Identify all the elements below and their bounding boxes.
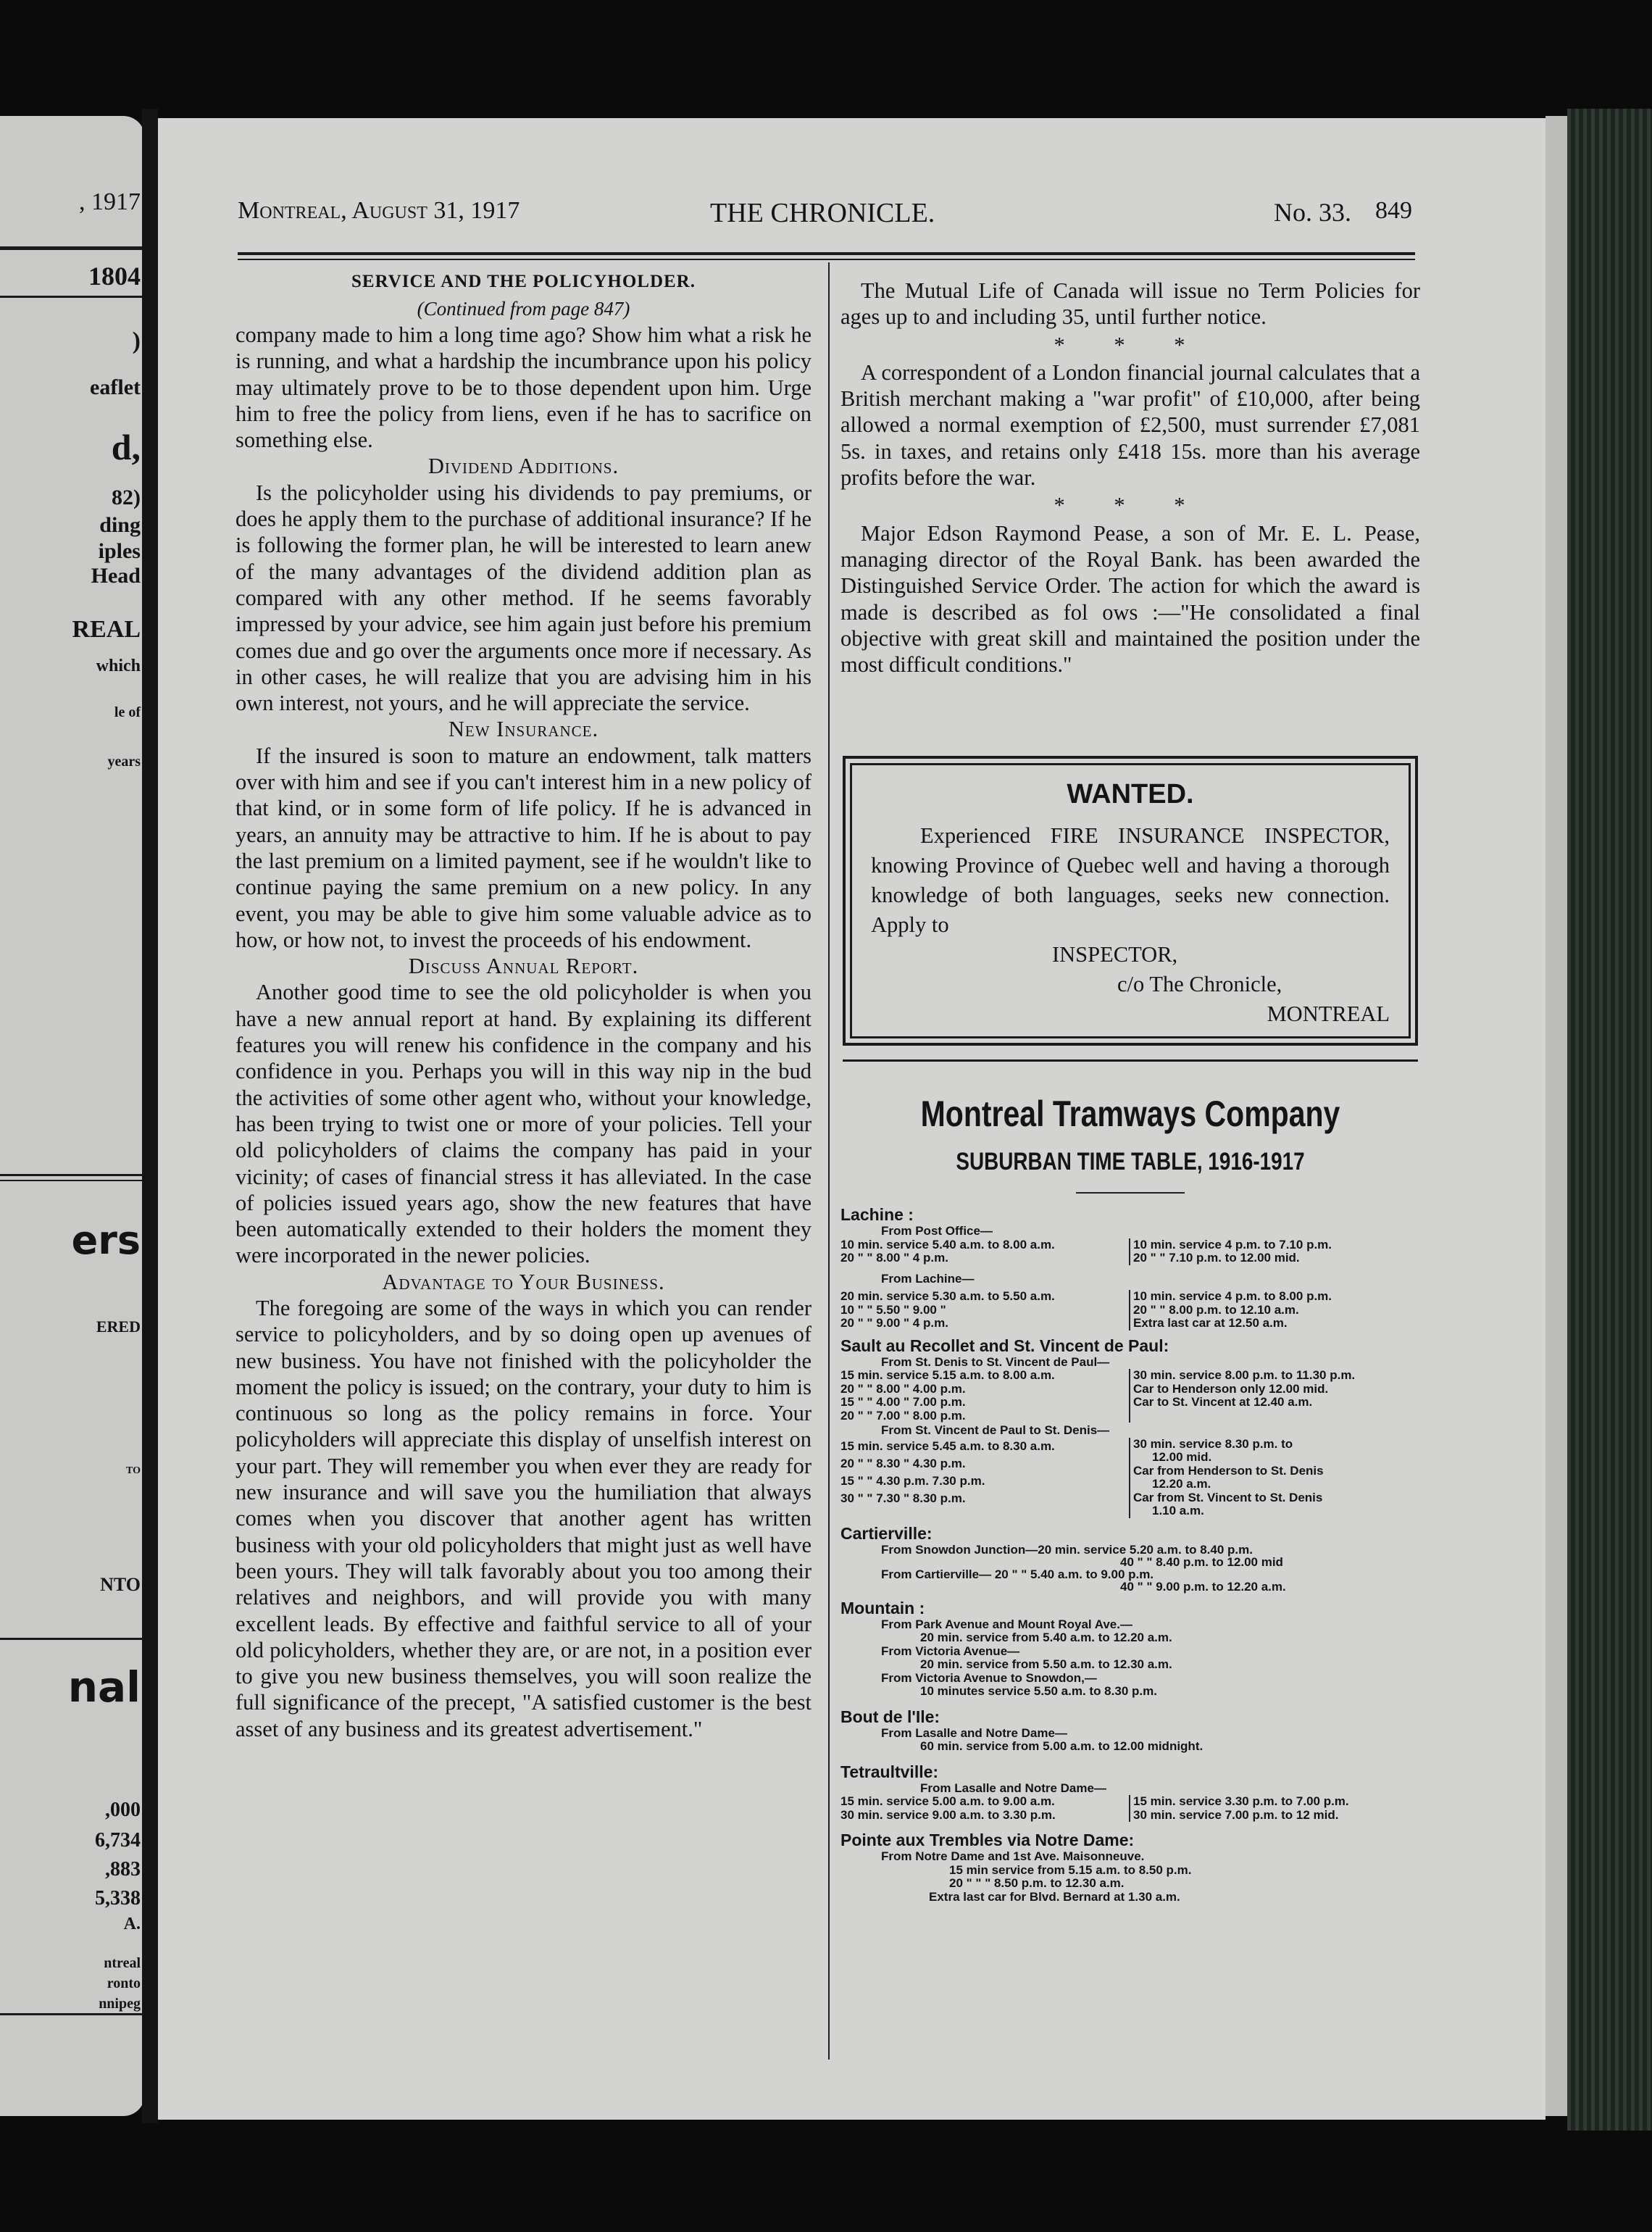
left-fragment: A.	[123, 1915, 141, 1933]
time-line: 20 " " 7.00 " 8.00 p.m.	[840, 1408, 966, 1423]
left-fragment: 6,734	[95, 1829, 141, 1852]
route-from: From Lasalle and Notre Dame—	[920, 1781, 1106, 1795]
wanted-city: MONTREAL	[1267, 1002, 1390, 1026]
header-issue: No. 33.	[1274, 198, 1351, 227]
wanted-care-of: c/o The Chronicle,	[1117, 972, 1282, 996]
time-line: 15 min. service 5.00 a.m. to 9.00 a.m.	[840, 1794, 1055, 1808]
left-fragment: 5,338	[95, 1887, 141, 1910]
timetable-block	[840, 1850, 1420, 1904]
route-name: Cartierville:	[840, 1523, 933, 1543]
route-name: Sault au Recollet and St. Vincent de Paul:	[840, 1336, 1169, 1355]
header-title: THE CHRONICLE.	[710, 198, 935, 228]
time-line: 30 min. service 8.30 p.m. to	[1133, 1436, 1293, 1451]
header-rule	[238, 252, 1415, 255]
article-paragraph: company made to him a long time ago? Show him what a risk he is running, and what a hardship the incumbrance upon his policy may ultimately prove to be to those dependent upon him. Urge him to free the policy from liens, even if he has to sacrifice on something else.	[235, 322, 812, 453]
timetable-block	[840, 1438, 1420, 1518]
left-fragment: , 1917	[79, 188, 141, 215]
note-paragraph: A correspondent of a London financial journal calculates that a British merchant making a "war profit" of £10,000, after being allowed a normal exemption of £2,500, must surrender £7,081 5s. in taxes, and retains only £418 15s. more than his average profits before the war.	[840, 359, 1420, 491]
header-rule-thin	[238, 259, 1415, 260]
left-fragment: d,	[111, 427, 141, 467]
time-line: 15 min. service 5.45 a.m. to 8.30 a.m.	[840, 1438, 1055, 1453]
left-fragment: 82)	[112, 486, 141, 509]
time-line: 12.00 mid.	[1152, 1450, 1212, 1464]
article-subheading: New Insurance.	[448, 717, 599, 742]
time-line: 10 min. service 5.40 a.m. to 8.00 a.m.	[840, 1237, 1055, 1252]
time-line: 15 min. service 5.15 a.m. to 8.00 a.m.	[840, 1368, 1055, 1382]
time-line: 20 " " 8.00 " 4.00 p.m.	[840, 1381, 966, 1396]
left-page-fragment	[0, 116, 145, 2116]
time-line: 10 min. service 4 p.m. to 7.10 p.m.	[1133, 1237, 1332, 1252]
route-from: From Post Office—	[881, 1224, 993, 1238]
note-paragraph: Major Edson Raymond Pease, a son of Mr. E. L. Pease, managing director of the Royal Bank. has been awarded the Distinguished Service Order. The action for which the award is made is described as fol ows :—"He consolidated a final objective with great skill and maintained the position under the most difficult conditions."	[840, 520, 1420, 678]
left-fragment: )	[132, 328, 141, 354]
time-line: From Victoria Avenue—	[881, 1644, 1020, 1658]
separator-stars: * * *	[1054, 332, 1207, 357]
route-from: From St. Denis to St. Vincent de Paul—	[881, 1354, 1110, 1369]
wanted-body: Experienced FIRE INSURANCE INSPECTOR, knowing Province of Quebec well and having a thorough knowledge of both languages, seeks new connection. Apply to	[871, 823, 1390, 937]
tram-title: Montreal Tramways Company	[920, 1094, 1340, 1134]
article-subheading: Dividend Additions.	[427, 454, 620, 479]
route-name: Bout de l'Ile:	[840, 1707, 940, 1726]
time-line: 30 min. service 7.00 p.m. to 12 mid.	[1133, 1807, 1339, 1822]
route-name: Lachine :	[840, 1205, 914, 1224]
timetable-block	[840, 1290, 1420, 1331]
left-fragment: ronto	[107, 1975, 141, 1991]
route-name: Mountain :	[840, 1598, 925, 1617]
timetable-block	[840, 1618, 1420, 1699]
time-line: Car to St. Vincent at 12.40 a.m.	[1133, 1395, 1313, 1409]
article-continued: (Continued from page 847)	[417, 298, 630, 320]
wanted-apply: INSPECTOR,	[1052, 942, 1178, 967]
time-line: 20 min. service from 5.50 a.m. to 12.30 a.m.	[920, 1657, 1172, 1671]
route-from: From Lachine—	[881, 1271, 975, 1286]
time-line: Extra last car for Blvd. Bernard at 1.30 a.m.	[929, 1889, 1180, 1904]
left-fragment: ers	[71, 1217, 141, 1263]
time-line: 30 min. service 9.00 a.m. to 3.30 p.m.	[840, 1807, 1056, 1822]
left-fragment: ntreal	[104, 1955, 141, 1971]
tram-rule	[843, 1059, 1418, 1062]
timetable-block	[840, 1727, 1420, 1754]
book-gutter	[142, 109, 158, 2123]
separator-stars: * * *	[1054, 493, 1207, 518]
time-line: 60 min. service from 5.00 a.m. to 12.00 midnight.	[920, 1739, 1203, 1753]
time-line: 20 min. service from 5.40 a.m. to 12.20 a.m.	[920, 1631, 1172, 1644]
time-line: 15 " " 4.00 " 7.00 p.m.	[840, 1395, 966, 1409]
wanted-title: WANTED.	[1067, 779, 1194, 809]
time-line: Car from Henderson to St. Denis	[1133, 1463, 1324, 1478]
left-fragment: le of	[114, 704, 141, 720]
article-paragraph: Is the policyholder using his dividends to pay premiums, or does he apply them to the purchase of additional insurance? If he is following the former plan, he will be interested to learn anew of the many advantages of the dividend addition plan as compared with any other method. If he seems favorably impressed by your advice, see him again just before his premium comes due and go over the arguments once more if necessary. As in other cases, he will realize that you are advising him in his own interest, not yours, and he will appreciate the service.	[235, 480, 812, 716]
column-rule	[828, 262, 830, 2060]
article-paragraph: Another good time to see the old policyholder is when you have a new annual report at hand. By explaining its different features you will renew his confidence in the company and his confidence in you. Perhaps you will in this way nip in the bud the activities of some other agent who, without your knowledge, has been trying to twist one or more of your policies. Tell your old policyholders of claims the company has paid in your vicinity; of cases of financial stress it has alleviated. In the case of policies issued years ago, show the new features that have been automatically extended to their holders the moment they were incorporated in the newer policies.	[235, 980, 812, 1268]
wanted-advertisement	[843, 756, 1418, 1046]
tramways-timetable	[840, 1064, 1420, 1904]
time-line: 20 " " 8.00 " 4 p.m.	[840, 1251, 948, 1265]
left-fragment: which	[96, 657, 141, 675]
time-line: From Victoria Avenue to Snowdon,—	[881, 1670, 1097, 1685]
time-line: From Park Avenue and Mount Royal Ave.—	[881, 1617, 1132, 1631]
left-fragment: ding	[99, 513, 141, 537]
time-line: 15 min. service 3.30 p.m. to 7.00 p.m.	[1133, 1794, 1349, 1808]
left-fragment: REAL	[72, 616, 141, 643]
header-date: Montreal, August 31, 1917	[238, 197, 520, 224]
book-edge	[1567, 109, 1652, 2131]
timetable-block	[840, 1544, 1420, 1593]
time-line: 10 minutes service 5.50 a.m. to 8.30 p.m.	[920, 1684, 1157, 1698]
route-from: From St. Vincent de Paul to St. Denis—	[881, 1423, 1110, 1437]
timetable-block	[840, 1795, 1420, 1822]
time-line: Car to Henderson only 12.00 mid.	[1133, 1381, 1329, 1396]
page-edge	[1545, 116, 1567, 2116]
article-title: SERVICE AND THE POLICYHOLDER.	[351, 272, 696, 291]
time-line: 20 " " " 8.50 p.m. to 12.30 a.m.	[949, 1876, 1125, 1890]
note-paragraph: The Mutual Life of Canada will issue no Term Policies for ages up to and including 35, until further notice.	[840, 278, 1420, 330]
time-line: Car from St. Vincent to St. Denis	[1133, 1490, 1323, 1504]
left-fragment: eaflet	[90, 375, 141, 399]
left-fragment: TO	[126, 1465, 141, 1476]
left-fragment: nal	[67, 1662, 141, 1712]
time-line: 20 " " 9.00 " 4 p.m.	[840, 1316, 948, 1330]
left-fragment: ,883	[105, 1858, 141, 1881]
time-line: 40 " " 9.00 p.m. to 12.20 a.m.	[1120, 1579, 1286, 1594]
header-page-number: 849	[1375, 197, 1412, 224]
article-paragraph: The foregoing are some of the ways in which you can render service to policyholders, and by so doing open up avenues of new business. You have not finished with the policyholder the moment the policy is issued; on the contrary, your duty to him is continuous so long as the policy remains in force. Your policyholders will appreciate this display of unselfish interest on your part. They will remember you when ever they are ready for new insurance and will save you the humiliation that always comes when you discover that another agent has written business with your old policyholders that might just as well have been yours. They will talk favorably about you too among their relatives and neighbors, and will provide you with many excellent leads. By effective and faithful service to all of your old policyholders, whether they are, or are not, in a position ever to give you new business themselves, you will soon realize the full significance of the precept, "A satisfied customer is the best asset of any business and its greatest advertisement."	[235, 1295, 812, 1741]
notes-column	[840, 278, 1420, 678]
route-name: Tetraultville:	[840, 1762, 939, 1781]
time-line: 30 " " 7.30 " 8.30 p.m.	[840, 1491, 966, 1505]
time-line: 20 " " 7.10 p.m. to 12.00 mid.	[1133, 1251, 1300, 1265]
time-line: 30 min. service 8.00 p.m. to 11.30 p.m.	[1133, 1368, 1356, 1382]
timetable-block	[840, 1369, 1420, 1423]
left-fragment: years	[107, 754, 141, 770]
left-fragment: nnipeg	[99, 1996, 141, 2012]
time-line: From Cartierville— 20 " " 5.40 a.m. to 9.00 p.m.	[881, 1567, 1154, 1581]
article-paragraph: If the insured is soon to mature an endowment, talk matters over with him and see if you can't interest him in a new policy of that kind, or in some form of life policy. If he is advanced in years, an annuity may be attractive to him. If he is about to pay the last premium on a limited payment, see if he wouldn't like to continue paying the same premium on a new policy. In any event, you may be able to give him some valuable advice as to how, or how not, to invest the proceeds of his endowment.	[235, 743, 812, 952]
time-line: 20 min. service 5.30 a.m. to 5.50 a.m.	[840, 1289, 1055, 1303]
time-line: From Notre Dame and 1st Ave. Maisonneuve.	[881, 1849, 1145, 1863]
time-line: Extra last car at 12.50 a.m.	[1133, 1316, 1288, 1330]
time-line: 20 " " 8.00 p.m. to 12.10 a.m.	[1133, 1302, 1299, 1317]
time-line: 15 " " 4.30 p.m. 7.30 p.m.	[840, 1473, 985, 1488]
left-fragment: iples	[98, 539, 141, 563]
time-line: 15 min service from 5.15 a.m. to 8.50 p.m.	[949, 1862, 1192, 1877]
time-line: 40 " " 8.40 p.m. to 12.00 mid	[1120, 1554, 1283, 1569]
tram-subtitle: SUBURBAN TIME TABLE, 1916-1917	[956, 1148, 1305, 1175]
article-subheading: Discuss Annual Report.	[408, 954, 639, 979]
time-line: 20 " " 8.30 " 4.30 p.m.	[840, 1456, 966, 1470]
route-name: Pointe aux Trembles via Notre Dame:	[840, 1831, 1135, 1849]
time-line: 10 " " 5.50 " 9.00 "	[840, 1302, 946, 1317]
time-line: 12.20 a.m.	[1152, 1477, 1211, 1491]
tram-divider	[1076, 1192, 1185, 1194]
left-fragment: 1804	[88, 262, 141, 291]
left-fragment: Head	[91, 564, 141, 588]
article-subheading: Advantage to Your Business.	[382, 1269, 665, 1294]
article-column	[235, 268, 812, 1742]
timetable-block	[840, 1238, 1420, 1265]
left-fragment: ERED	[96, 1317, 141, 1336]
time-line: 10 min. service 4 p.m. to 8.00 p.m.	[1133, 1289, 1332, 1303]
time-line: 1.10 a.m.	[1152, 1504, 1204, 1517]
time-line: From Snowdon Junction—20 min. service 5.20 a.m. to 8.40 p.m.	[881, 1542, 1253, 1557]
left-fragment: NTO	[100, 1574, 141, 1595]
left-fragment: ,000	[105, 1799, 141, 1821]
time-line: From Lasalle and Notre Dame—	[881, 1725, 1067, 1740]
